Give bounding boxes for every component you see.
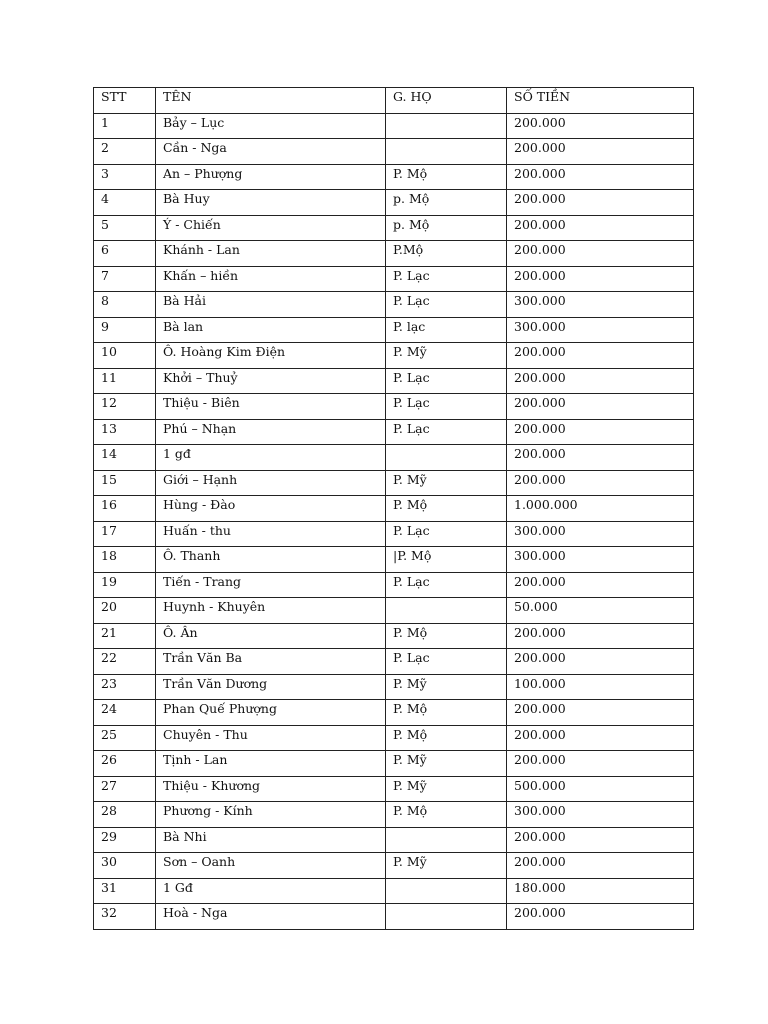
cell-g-ho: P. Mộ [386, 700, 507, 726]
cell-so-tien: 180.000 [507, 878, 694, 904]
cell-g-ho [386, 598, 507, 624]
cell-so-tien: 100.000 [507, 674, 694, 700]
header-ten: TÊN [156, 88, 386, 114]
table-row [94, 725, 694, 751]
cell-stt: 31 [94, 878, 156, 904]
table-row [94, 623, 694, 649]
cell-stt: 5 [94, 215, 156, 241]
cell-so-tien: 200.000 [507, 725, 694, 751]
cell-ten: 1 gđ [156, 445, 386, 471]
cell-g-ho [386, 139, 507, 165]
cell-ten: Thiệu - Khương [156, 776, 386, 802]
cell-stt: 4 [94, 190, 156, 216]
cell-ten: Phú – Nhạn [156, 419, 386, 445]
cell-ten: Tịnh - Lan [156, 751, 386, 777]
cell-ten: Huynh - Khuyên [156, 598, 386, 624]
cell-ten: Huấn - thu [156, 521, 386, 547]
table-row [94, 445, 694, 471]
cell-g-ho: P. Mỹ [386, 343, 507, 369]
cell-so-tien: 200.000 [507, 445, 694, 471]
cell-stt: 26 [94, 751, 156, 777]
cell-so-tien: 200.000 [507, 853, 694, 879]
cell-so-tien: 500.000 [507, 776, 694, 802]
cell-g-ho: P. Lạc [386, 368, 507, 394]
donation-table [93, 87, 694, 930]
cell-ten: Ô. Hoàng Kim Điện [156, 343, 386, 369]
cell-so-tien: 1.000.000 [507, 496, 694, 522]
cell-g-ho: P. Mỹ [386, 776, 507, 802]
cell-stt: 1 [94, 113, 156, 139]
cell-ten: Khánh - Lan [156, 241, 386, 267]
cell-ten: Trần Văn Dương [156, 674, 386, 700]
table-row [94, 598, 694, 624]
table-row [94, 164, 694, 190]
cell-stt: 25 [94, 725, 156, 751]
cell-g-ho [386, 904, 507, 930]
table-row [94, 521, 694, 547]
cell-g-ho [386, 827, 507, 853]
table-row [94, 470, 694, 496]
cell-stt: 23 [94, 674, 156, 700]
cell-stt: 13 [94, 419, 156, 445]
table-row [94, 674, 694, 700]
cell-stt: 14 [94, 445, 156, 471]
cell-so-tien: 200.000 [507, 827, 694, 853]
cell-so-tien: 200.000 [507, 700, 694, 726]
cell-ten: Ô. Thanh [156, 547, 386, 573]
table-row [94, 572, 694, 598]
cell-stt: 11 [94, 368, 156, 394]
cell-g-ho: P. Lạc [386, 521, 507, 547]
cell-ten: Bà Nhi [156, 827, 386, 853]
header-stt: STT [94, 88, 156, 114]
cell-so-tien: 200.000 [507, 623, 694, 649]
table-row [94, 394, 694, 420]
cell-stt: 28 [94, 802, 156, 828]
cell-ten: Khấn – hiền [156, 266, 386, 292]
cell-so-tien: 300.000 [507, 802, 694, 828]
cell-so-tien: 300.000 [507, 521, 694, 547]
cell-ten: Phương - Kính [156, 802, 386, 828]
cell-g-ho: P. Lạc [386, 649, 507, 675]
cell-ten: Trần Văn Ba [156, 649, 386, 675]
cell-stt: 7 [94, 266, 156, 292]
cell-so-tien: 200.000 [507, 343, 694, 369]
cell-stt: 19 [94, 572, 156, 598]
cell-ten: Hoà - Nga [156, 904, 386, 930]
cell-g-ho: p. Mộ [386, 215, 507, 241]
cell-g-ho: P. Lạc [386, 266, 507, 292]
cell-ten: Ý - Chiến [156, 215, 386, 241]
cell-so-tien: 200.000 [507, 394, 694, 420]
cell-ten: Hùng - Đào [156, 496, 386, 522]
table-row [94, 292, 694, 318]
cell-ten: Cần - Nga [156, 139, 386, 165]
cell-g-ho: P. Mỹ [386, 470, 507, 496]
cell-so-tien: 200.000 [507, 751, 694, 777]
cell-g-ho: P. Mộ [386, 623, 507, 649]
table-row [94, 496, 694, 522]
cell-so-tien: 200.000 [507, 368, 694, 394]
cell-g-ho: P. Mỹ [386, 751, 507, 777]
cell-so-tien: 200.000 [507, 215, 694, 241]
cell-g-ho [386, 878, 507, 904]
cell-so-tien: 200.000 [507, 649, 694, 675]
cell-g-ho: P. Lạc [386, 419, 507, 445]
cell-ten: Sơn – Oanh [156, 853, 386, 879]
table-row [94, 317, 694, 343]
cell-so-tien: 300.000 [507, 292, 694, 318]
table-row [94, 419, 694, 445]
table-row [94, 113, 694, 139]
cell-stt: 24 [94, 700, 156, 726]
table-row [94, 751, 694, 777]
cell-stt: 12 [94, 394, 156, 420]
cell-stt: 17 [94, 521, 156, 547]
cell-g-ho: P.Mộ [386, 241, 507, 267]
header-g-ho: G. HỌ [386, 88, 507, 114]
cell-ten: Bảy – Lục [156, 113, 386, 139]
cell-so-tien: 300.000 [507, 547, 694, 573]
cell-stt: 15 [94, 470, 156, 496]
cell-g-ho: |P. Mộ [386, 547, 507, 573]
cell-so-tien: 200.000 [507, 164, 694, 190]
table-row [94, 853, 694, 879]
cell-so-tien: 200.000 [507, 190, 694, 216]
cell-stt: 30 [94, 853, 156, 879]
cell-g-ho: P. Lạc [386, 572, 507, 598]
table-row [94, 827, 694, 853]
cell-g-ho: P. Mộ [386, 725, 507, 751]
cell-so-tien: 200.000 [507, 241, 694, 267]
cell-stt: 8 [94, 292, 156, 318]
cell-ten: An – Phượng [156, 164, 386, 190]
cell-stt: 10 [94, 343, 156, 369]
table-row [94, 649, 694, 675]
cell-g-ho: P. Lạc [386, 394, 507, 420]
cell-so-tien: 200.000 [507, 904, 694, 930]
table-row [94, 343, 694, 369]
cell-stt: 32 [94, 904, 156, 930]
cell-so-tien: 200.000 [507, 419, 694, 445]
cell-g-ho: P. Lạc [386, 292, 507, 318]
table-row [94, 368, 694, 394]
cell-ten: Chuyên - Thu [156, 725, 386, 751]
cell-ten: Tiến - Trang [156, 572, 386, 598]
cell-g-ho: p. Mộ [386, 190, 507, 216]
cell-g-ho: P. Mộ [386, 496, 507, 522]
cell-ten: Bà lan [156, 317, 386, 343]
cell-ten: Giới – Hạnh [156, 470, 386, 496]
cell-stt: 29 [94, 827, 156, 853]
cell-stt: 16 [94, 496, 156, 522]
cell-g-ho: P. lạc [386, 317, 507, 343]
table-row [94, 215, 694, 241]
cell-stt: 20 [94, 598, 156, 624]
table-row [94, 878, 694, 904]
table-row [94, 241, 694, 267]
cell-ten: 1 Gđ [156, 878, 386, 904]
cell-ten: Thiệu - Biên [156, 394, 386, 420]
cell-so-tien: 200.000 [507, 572, 694, 598]
table-row [94, 266, 694, 292]
table-row [94, 547, 694, 573]
cell-ten: Phan Quế Phượng [156, 700, 386, 726]
cell-g-ho: P. Mộ [386, 802, 507, 828]
table-row [94, 904, 694, 930]
table-row [94, 700, 694, 726]
cell-stt: 27 [94, 776, 156, 802]
table-row [94, 139, 694, 165]
table-row [94, 802, 694, 828]
table-row [94, 776, 694, 802]
cell-so-tien: 50.000 [507, 598, 694, 624]
cell-stt: 2 [94, 139, 156, 165]
cell-stt: 21 [94, 623, 156, 649]
cell-so-tien: 200.000 [507, 266, 694, 292]
cell-so-tien: 200.000 [507, 113, 694, 139]
cell-g-ho [386, 445, 507, 471]
cell-ten: Ô. Ân [156, 623, 386, 649]
cell-ten: Khởi – Thuỷ [156, 368, 386, 394]
cell-stt: 6 [94, 241, 156, 267]
table-header-row [94, 88, 694, 114]
table-row [94, 190, 694, 216]
cell-ten: Bà Huy [156, 190, 386, 216]
cell-so-tien: 300.000 [507, 317, 694, 343]
cell-g-ho: P. Mỹ [386, 674, 507, 700]
cell-g-ho [386, 113, 507, 139]
cell-stt: 18 [94, 547, 156, 573]
cell-stt: 9 [94, 317, 156, 343]
cell-so-tien: 200.000 [507, 139, 694, 165]
cell-g-ho: P. Mộ [386, 164, 507, 190]
cell-stt: 22 [94, 649, 156, 675]
cell-g-ho: P. Mỹ [386, 853, 507, 879]
cell-so-tien: 200.000 [507, 470, 694, 496]
cell-ten: Bà Hải [156, 292, 386, 318]
cell-stt: 3 [94, 164, 156, 190]
header-so-tien: SỐ TIỀN [507, 88, 694, 114]
